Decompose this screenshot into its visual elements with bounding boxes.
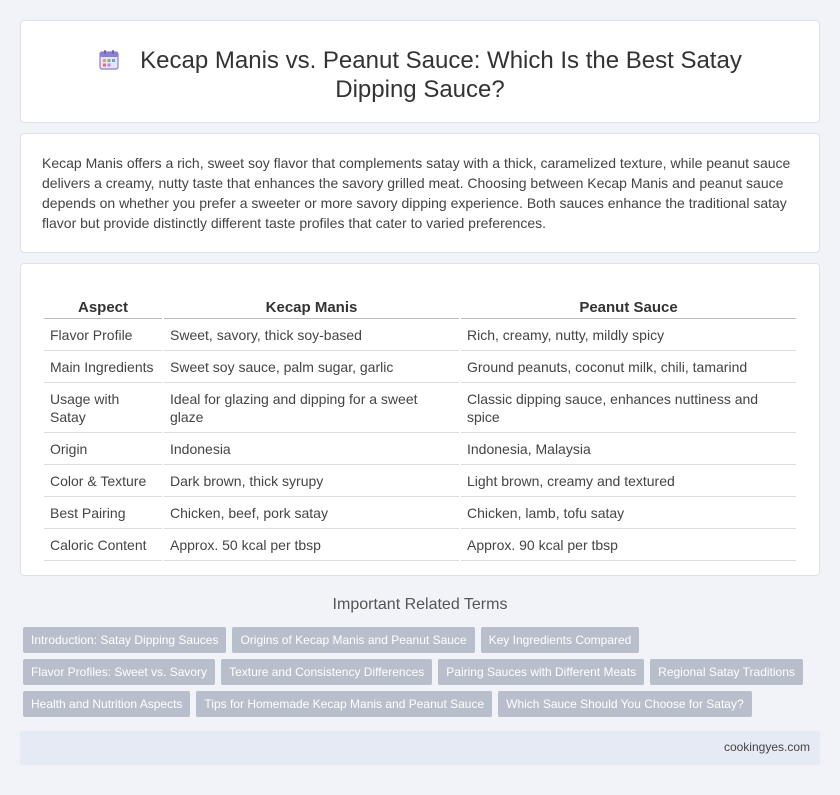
summary-text: Kecap Manis offers a rich, sweet soy flavor that complements satay with a thick, caramelized texture, while peanut sauce delivers a creamy, nutty taste that enhances the savory grilled meat. Choosing between Kecap Manis and peanut sauce depends on whether you prefer a sweeter or more savory dipping experience. Both sauces enhance the traditional satay flavor but provide distinctly different taste profiles that cater to varied preferences.: [42, 155, 791, 231]
table-cell: Light brown, creamy and textured: [461, 465, 796, 497]
related-terms-heading: Important Related Terms: [332, 596, 508, 613]
table-cell: Usage with Satay: [44, 383, 162, 433]
comparison-table-card: [20, 263, 820, 576]
calendar-icon: [98, 49, 120, 71]
table-header-row: [44, 292, 796, 319]
table-cell: Flavor Profile: [44, 319, 162, 351]
table-row: [44, 529, 796, 561]
table-cell: Ideal for glazing and dipping for a sweet glaze: [164, 383, 459, 433]
column-header: Kecap Manis: [164, 292, 459, 319]
table-cell: Ground peanuts, coconut milk, chili, tamarind: [461, 351, 796, 383]
table-cell: Chicken, lamb, tofu satay: [461, 497, 796, 529]
table-cell: Origin: [44, 433, 162, 465]
footer: [20, 731, 820, 765]
table-cell: Best Pairing: [44, 497, 162, 529]
related-term-tag[interactable]: Introduction: Satay Dipping Sauces: [23, 627, 226, 653]
table-row: [44, 383, 796, 433]
table-cell: Sweet, savory, thick soy-based: [164, 319, 459, 351]
table-cell: Main Ingredients: [44, 351, 162, 383]
related-term-tag[interactable]: Health and Nutrition Aspects: [23, 691, 190, 717]
table-cell: Rich, creamy, nutty, mildly spicy: [461, 319, 796, 351]
table-cell: Approx. 90 kcal per tbsp: [461, 529, 796, 561]
comparison-table: [42, 292, 798, 561]
summary-card: [20, 133, 820, 253]
related-term-tag[interactable]: Key Ingredients Compared: [481, 627, 640, 653]
related-term-tag[interactable]: Tips for Homemade Kecap Manis and Peanut Sauce: [196, 691, 492, 717]
table-cell: Classic dipping sauce, enhances nuttiness and spice: [461, 383, 796, 433]
table-row: [44, 319, 796, 351]
related-terms-list: [23, 627, 823, 717]
page-title: Kecap Manis vs. Peanut Sauce: Which Is the Best Satay Dipping Sauce?: [140, 47, 742, 103]
table-row: [44, 465, 796, 497]
table-row: [44, 497, 796, 529]
related-term-tag[interactable]: Regional Satay Traditions: [650, 659, 803, 685]
title-card: [20, 20, 820, 123]
related-term-tag[interactable]: Pairing Sauces with Different Meats: [438, 659, 644, 685]
table-row: [44, 433, 796, 465]
related-term-tag[interactable]: Which Sauce Should You Choose for Satay?: [498, 691, 752, 717]
related-term-tag[interactable]: Texture and Consistency Differences: [221, 659, 432, 685]
table-cell: Indonesia: [164, 433, 459, 465]
column-header: Aspect: [44, 292, 162, 319]
page-title-wrap: [61, 46, 779, 104]
related-term-tag[interactable]: Origins of Kecap Manis and Peanut Sauce: [232, 627, 474, 653]
related-term-tag[interactable]: Flavor Profiles: Sweet vs. Savory: [23, 659, 215, 685]
table-cell: Caloric Content: [44, 529, 162, 561]
table-cell: Sweet soy sauce, palm sugar, garlic: [164, 351, 459, 383]
footer-site-link[interactable]: cookingyes.com: [723, 740, 810, 754]
table-cell: Approx. 50 kcal per tbsp: [164, 529, 459, 561]
column-header: Peanut Sauce: [461, 292, 796, 319]
table-cell: Dark brown, thick syrupy: [164, 465, 459, 497]
table-cell: Indonesia, Malaysia: [461, 433, 796, 465]
table-cell: Color & Texture: [44, 465, 162, 497]
table-cell: Chicken, beef, pork satay: [164, 497, 459, 529]
table-row: [44, 351, 796, 383]
